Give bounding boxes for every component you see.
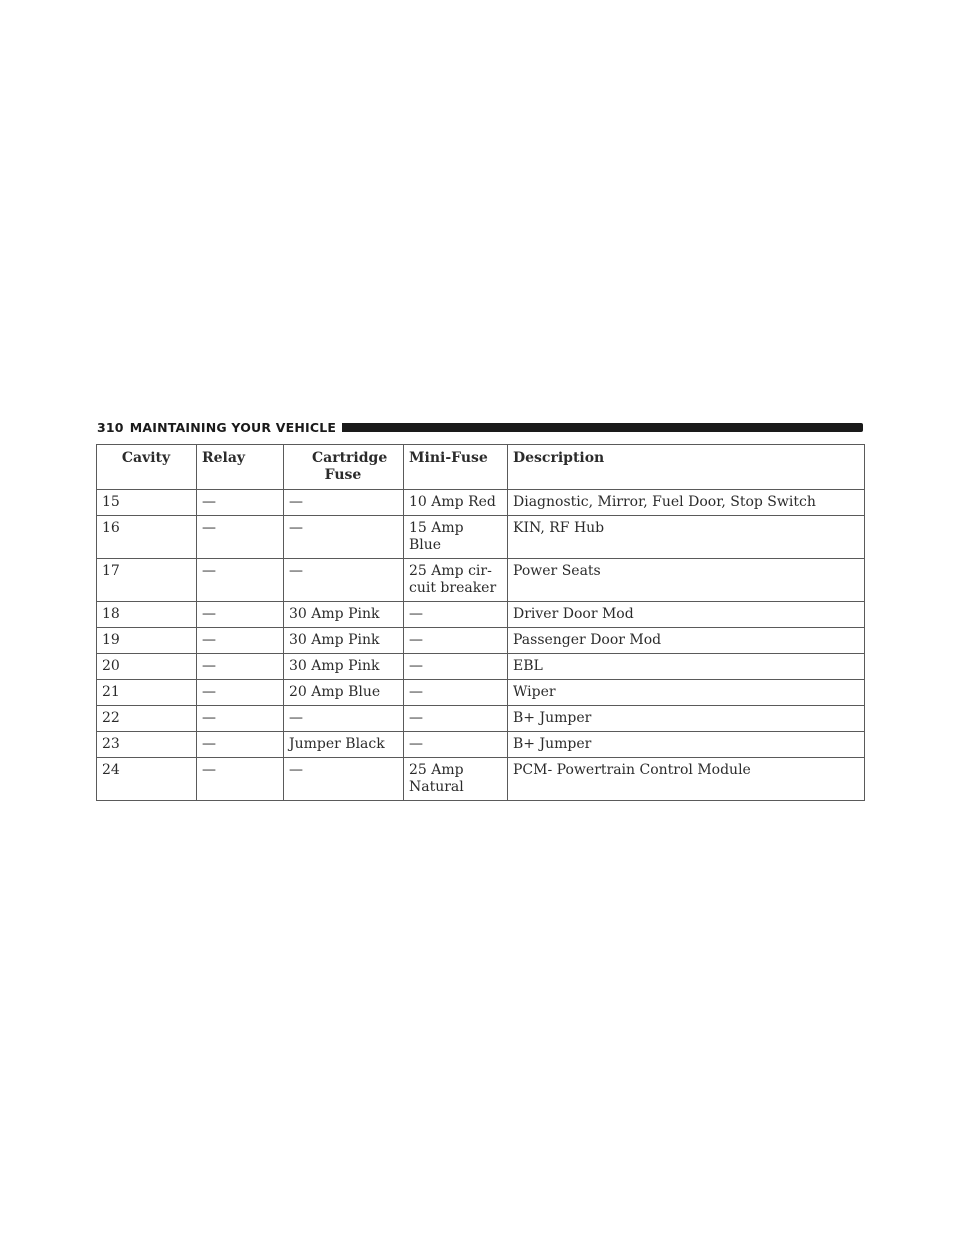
fuse-table: [96, 444, 865, 801]
cell-cartridge-fuse: —: [284, 490, 404, 516]
cell-cavity: 21: [97, 680, 197, 706]
cell-description: KIN, RF Hub: [508, 516, 865, 559]
cell-cavity: 15: [97, 490, 197, 516]
table-row: [97, 654, 865, 680]
column-header-cavity: Cavity: [97, 445, 197, 490]
cell-mini-fuse: —: [404, 706, 508, 732]
cell-relay: —: [197, 516, 284, 559]
cell-relay: —: [197, 559, 284, 602]
cell-description: Wiper: [508, 680, 865, 706]
table-header-row: [97, 445, 865, 490]
header-rule: [342, 423, 863, 432]
table-row: [97, 680, 865, 706]
column-header-relay: Relay: [197, 445, 284, 490]
cell-cartridge-fuse: Jumper Black: [284, 732, 404, 758]
cell-relay: —: [197, 680, 284, 706]
cell-relay: —: [197, 732, 284, 758]
table-row: [97, 758, 865, 801]
cell-cartridge-fuse: —: [284, 559, 404, 602]
cell-mini-fuse: —: [404, 654, 508, 680]
cell-cartridge-fuse: 20 Amp Blue: [284, 680, 404, 706]
table-row: [97, 628, 865, 654]
cell-description: PCM- Powertrain Control Module: [508, 758, 865, 801]
cell-cavity: 18: [97, 602, 197, 628]
cell-description: Passenger Door Mod: [508, 628, 865, 654]
table-row: [97, 490, 865, 516]
cell-mini-fuse: —: [404, 680, 508, 706]
column-header-description: Description: [508, 445, 865, 490]
column-header-cartridge-fuse-text: Cartridge Fuse: [312, 450, 388, 483]
cell-mini-fuse: —: [404, 602, 508, 628]
cell-mini-fuse: —: [404, 628, 508, 654]
cell-description: EBL: [508, 654, 865, 680]
cell-cartridge-fuse: —: [284, 516, 404, 559]
column-header-cartridge-fuse: [284, 445, 404, 490]
cell-cavity: 22: [97, 706, 197, 732]
table-row: [97, 602, 865, 628]
cell-description: Power Seats: [508, 559, 865, 602]
table-row: [97, 559, 865, 602]
cell-cavity: 24: [97, 758, 197, 801]
cell-cartridge-fuse: —: [284, 706, 404, 732]
table-row: [97, 516, 865, 559]
section-title: MAINTAINING YOUR VEHICLE: [129, 419, 337, 435]
cell-relay: —: [197, 490, 284, 516]
cell-relay: —: [197, 654, 284, 680]
cell-relay: —: [197, 628, 284, 654]
cell-mini-fuse: 15 Amp Blue: [404, 516, 508, 559]
cell-cartridge-fuse: 30 Amp Pink: [284, 602, 404, 628]
cell-cartridge-fuse: —: [284, 758, 404, 801]
cell-relay: —: [197, 758, 284, 801]
cell-mini-fuse: 25 Amp cir- cuit breaker: [404, 559, 508, 602]
cell-description: Driver Door Mod: [508, 602, 865, 628]
cell-cartridge-fuse: 30 Amp Pink: [284, 628, 404, 654]
cell-description: Diagnostic, Mirror, Fuel Door, Stop Switch: [508, 490, 865, 516]
table-row: [97, 706, 865, 732]
cell-cartridge-fuse: 30 Amp Pink: [284, 654, 404, 680]
cell-mini-fuse: —: [404, 732, 508, 758]
cell-cavity: 23: [97, 732, 197, 758]
cell-description: B+ Jumper: [508, 732, 865, 758]
cell-relay: —: [197, 706, 284, 732]
page-header: [97, 418, 863, 436]
cell-relay: —: [197, 602, 284, 628]
cell-description: B+ Jumper: [508, 706, 865, 732]
table-row: [97, 732, 865, 758]
page-number: 310: [97, 419, 124, 435]
cell-mini-fuse: 25 Amp Natural: [404, 758, 508, 801]
column-header-mini-fuse: Mini-Fuse: [404, 445, 508, 490]
cell-cavity: 17: [97, 559, 197, 602]
cell-cavity: 19: [97, 628, 197, 654]
cell-mini-fuse: 10 Amp Red: [404, 490, 508, 516]
cell-cavity: 16: [97, 516, 197, 559]
cell-cavity: 20: [97, 654, 197, 680]
